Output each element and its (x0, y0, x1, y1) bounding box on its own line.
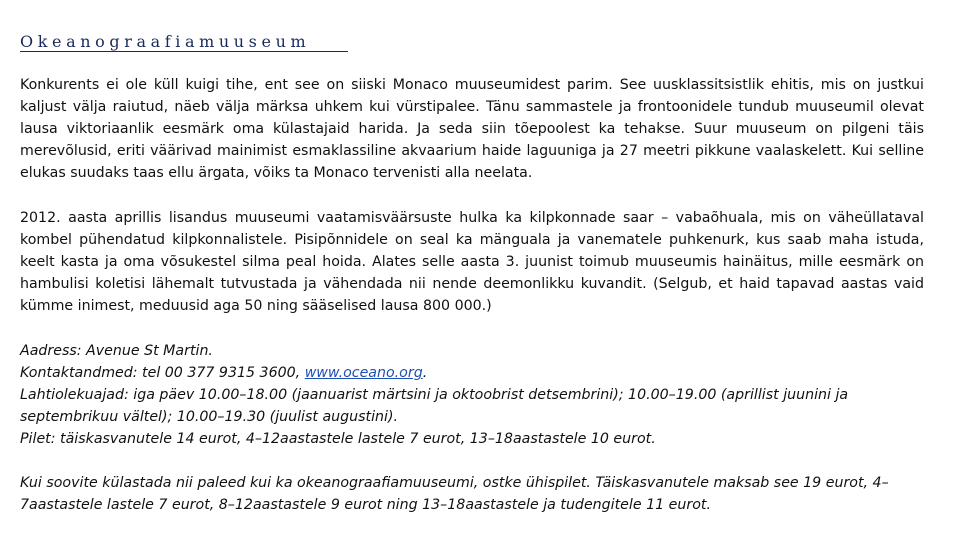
visitor-info (20, 340, 924, 450)
paragraph-intro: Konkurents ei ole küll kuigi tihe, ent see on siiski Monaco muuseumidest parim. See uusklassitsistlik ehitis, mis on justkui kaljust välja raiutud, näeb välja märksa uhkem kui vürstipalee. Tänu sammastele ja frontoonidele tundub muuseumil olevat lausa viktoriaanlik eesmärk oma külastajaid harida. Ja seda siin tõepoolest ka tehakse. Suur muuseum on pilgeni täis merevõlusid, eriti väärivad mainimist esmaklassiline akvaarium haide laguuniga ja 27 meetri pikkune vaalaskelett. Kui selline elukas suudaks taas ellu ärgata, võiks ta Monaco tervenisti alla neelata. (20, 77, 924, 181)
contacts-suffix: . (422, 365, 428, 381)
title-underline (20, 33, 348, 52)
contacts-line (20, 362, 924, 384)
contacts-prefix: Kontaktandmed: tel 00 377 9315 3600, (20, 365, 305, 381)
combined-ticket-note: Kui soovite külastada nii paleed kui ka okeanograafiamuuseumi, ostke ühispilet. Täiskasvanutele maksab see 19 eurot, 4–7aastastele lastele 7 eurot, 8–12aastastele 9 eurot ning 13–18aastastele ja tudengitele 11 eurot. (20, 475, 889, 513)
page-title: Okeanograafiamuuseum (20, 32, 311, 51)
website-link[interactable]: www.oceano.org (304, 365, 423, 381)
address-line: Aadress: Avenue St Martin. (20, 343, 213, 359)
ticket-prices-line: Pilet: täiskasvanutele 14 eurot, 4–12aastastele lastele 7 eurot, 13–18aastastele 10 eurot. (20, 431, 656, 447)
paragraph-turtle-island: 2012. aasta aprillis lisandus muuseumi vaatamisväärsuste hulka ka kilpkonnade saar – vabaõhuala, mis on väheüllataval kombel pühendatud kilpkonnalistele. Pisipõnnidele on seal ka mänguala ja vanematele puhkenurk, kus saab maha istuda, keelt kasta ja oma võsukestel silma peal hoida. Alates selle aasta 3. juunist toimub muuseumis hainäitus, mille eesmärk on hambulisi koletisi lähemalt tutvustada ja vähendada nii nende deemonlikku kuvandit. (Selgub, et haid tapavad aastas vaid kümme inimest, meduusid aga 50 ning sääselised lausa 800 000.) (20, 210, 924, 314)
opening-hours-line: Lahtiolekuajad: iga päev 10.00–18.00 (jaanuarist märtsini ja oktoobrist detsembrini); 10.00–19.00 (aprillist juunini ja septembrikuu vältel); 10.00–19.30 (juulist augustini). (20, 387, 849, 425)
